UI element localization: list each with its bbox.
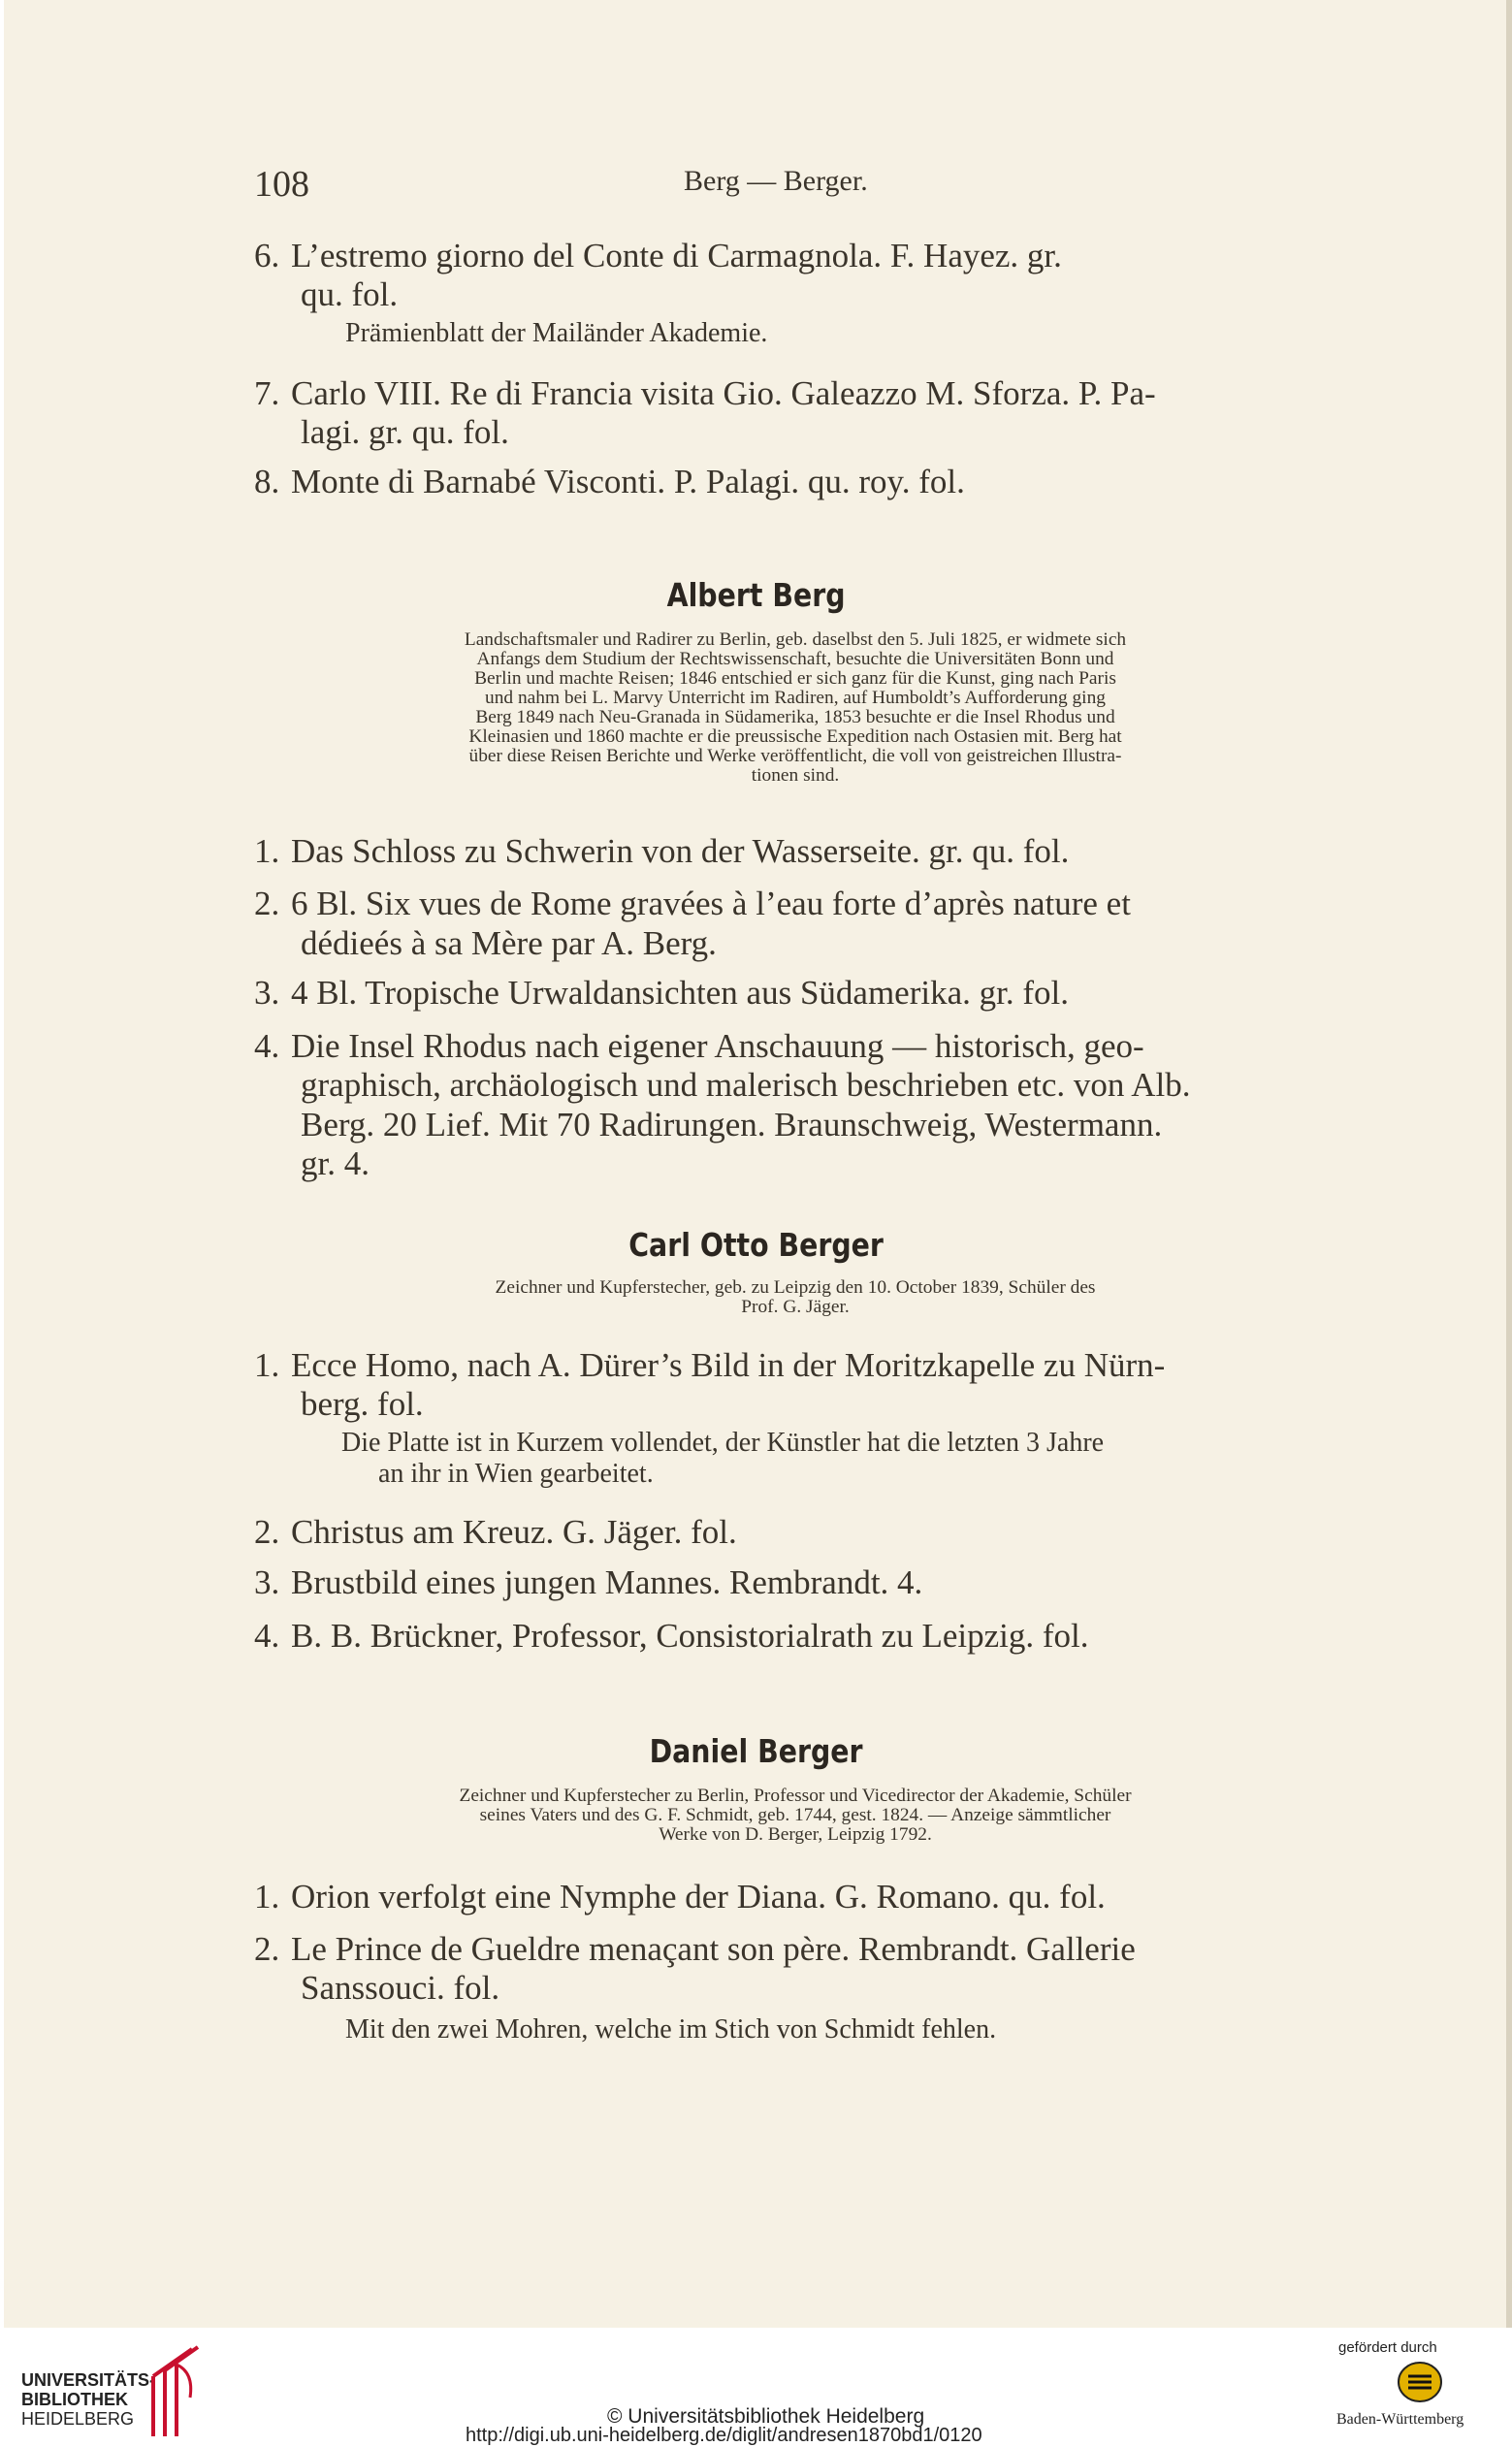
coat-of-arms-icon [1397, 2361, 1443, 2403]
list-item: 4. Die Insel Rhodus nach eigener Anschauung — historisch, geo- [254, 1027, 1144, 1065]
library-name: UNIVERSITÄTS- [21, 2370, 156, 2390]
item-note: Die Platte ist in Kurzem vollendet, der Künstler hat die letzten 3 Jahre [341, 1428, 1105, 1458]
copyright-notice: © Universitätsbibliothek Heidelberg [607, 2405, 925, 2428]
list-item: 1. Das Schloss zu Schwerin von der Wasserseite. gr. qu. fol. [254, 832, 1070, 870]
artist-heading: Daniel Berger [649, 1732, 863, 1770]
list-item: 2. Christus am Kreuz. G. Jäger. fol. [254, 1513, 737, 1551]
list-item: 3. 4 Bl. Tropische Urwaldansichten aus Südamerika. gr. fol. [254, 974, 1069, 1012]
list-item-continuation: Berg. 20 Lief. Mit 70 Radirungen. Braunschweig, Westermann. [301, 1106, 1163, 1143]
scanned-page [4, 0, 1506, 2328]
list-item-continuation: gr. 4. [301, 1144, 370, 1182]
artist-biography: Zeichner und Kupferstecher, geb. zu Leipzig den 10. October 1839, Schüler des Prof. G. Jäger. [495, 1277, 1096, 1317]
list-item: 2. 6 Bl. Six vues de Rome gravées à l’eau forte d’après nature et [254, 885, 1131, 922]
library-logo-icon [147, 2343, 204, 2438]
library-name: HEIDELBERG [21, 2409, 135, 2429]
list-item-continuation: dédieés à sa Mère par A. Berg. [301, 924, 717, 962]
artist-biography: Zeichner und Kupferstecher zu Berlin, Professor und Vicedirector der Akademie, Schüler seines Vaters und des G. F. Schmidt, geb. 1744, gest. 1824. — Anzeige sämmtlicher Werke von D. Berger, Leipzig 1792. [459, 1786, 1132, 1845]
list-item: 1. Ecce Homo, nach A. Dürer’s Bild in der Moritzkapelle zu Nürn- [254, 1346, 1166, 1384]
footer [0, 2328, 1512, 2446]
list-item-continuation: Sanssouci. fol. [301, 1969, 500, 2007]
list-item: 7. Carlo VIII. Re di Francia visita Gio. Galeazzo M. Sforza. P. Pa- [254, 374, 1156, 412]
permalink[interactable]: http://digi.ub.uni-heidelberg.de/diglit/andresen1870bd1/0120 [466, 2425, 982, 2446]
list-item: 1. Orion verfolgt eine Nymphe der Diana. G. Romano. qu. fol. [254, 1878, 1106, 1916]
artist-heading: Albert Berg [666, 576, 846, 614]
list-item: 8. Monte di Barnabé Visconti. P. Palagi. qu. roy. fol. [254, 463, 965, 500]
state-name: Baden-Württemberg [1336, 2411, 1464, 2428]
list-item: 2. Le Prince de Gueldre menaçant son père. Rembrandt. Gallerie [254, 1930, 1136, 1968]
list-item-continuation: berg. fol. [301, 1385, 424, 1423]
list-item-continuation: qu. fol. [301, 275, 399, 313]
list-item-continuation: graphisch, archäologisch und malerisch beschrieben etc. von Alb. [301, 1066, 1191, 1104]
page-number: 108 [254, 164, 309, 205]
artist-biography: Landschaftsmaler und Radirer zu Berlin, geb. daselbst den 5. Juli 1825, er widmete sich Anfangs dem Studium der Rechtswissenschaft, besuchte die Universitäten Bonn und Berlin und machte Reisen; 1846 entschied er sich ganz für die Kunst, ging nach Paris und nahm bei L. Marvy Unterricht im Radiren, auf Humboldt’s Aufforderung ging Berg 1849 nach Neu-Granada in Südamerika, 1853 besuchte er die Insel Rhodus und Kleinasien und 1860 machte er die preussische Expedition nach Ostasien mit. Berg hat über diese Reisen Berichte und Werke veröffentlicht, die voll von geistreichen Illustra- tionen sind. [464, 629, 1127, 786]
list-item: 6. L’estremo giorno del Conte di Carmagnola. F. Hayez. gr. [254, 237, 1062, 274]
list-item: 4. B. B. Brückner, Professor, Consistorialrath zu Leipzig. fol. [254, 1617, 1089, 1655]
item-note: Mit den zwei Mohren, welche im Stich von Schmidt fehlen. [345, 2014, 997, 2045]
artist-heading: Carl Otto Berger [628, 1226, 884, 1264]
item-note: Prämienblatt der Mailänder Akademie. [345, 318, 768, 348]
library-name: BIBLIOTHEK [21, 2390, 128, 2409]
running-title: Berg — Berger. [684, 165, 868, 197]
item-note: an ihr in Wien gearbeitet. [378, 1459, 654, 1489]
sponsor-label: gefördert durch [1338, 2339, 1437, 2356]
page-edge [1506, 0, 1512, 2328]
list-item-continuation: lagi. gr. qu. fol. [301, 413, 509, 451]
list-item: 3. Brustbild eines jungen Mannes. Rembrandt. 4. [254, 1563, 923, 1601]
